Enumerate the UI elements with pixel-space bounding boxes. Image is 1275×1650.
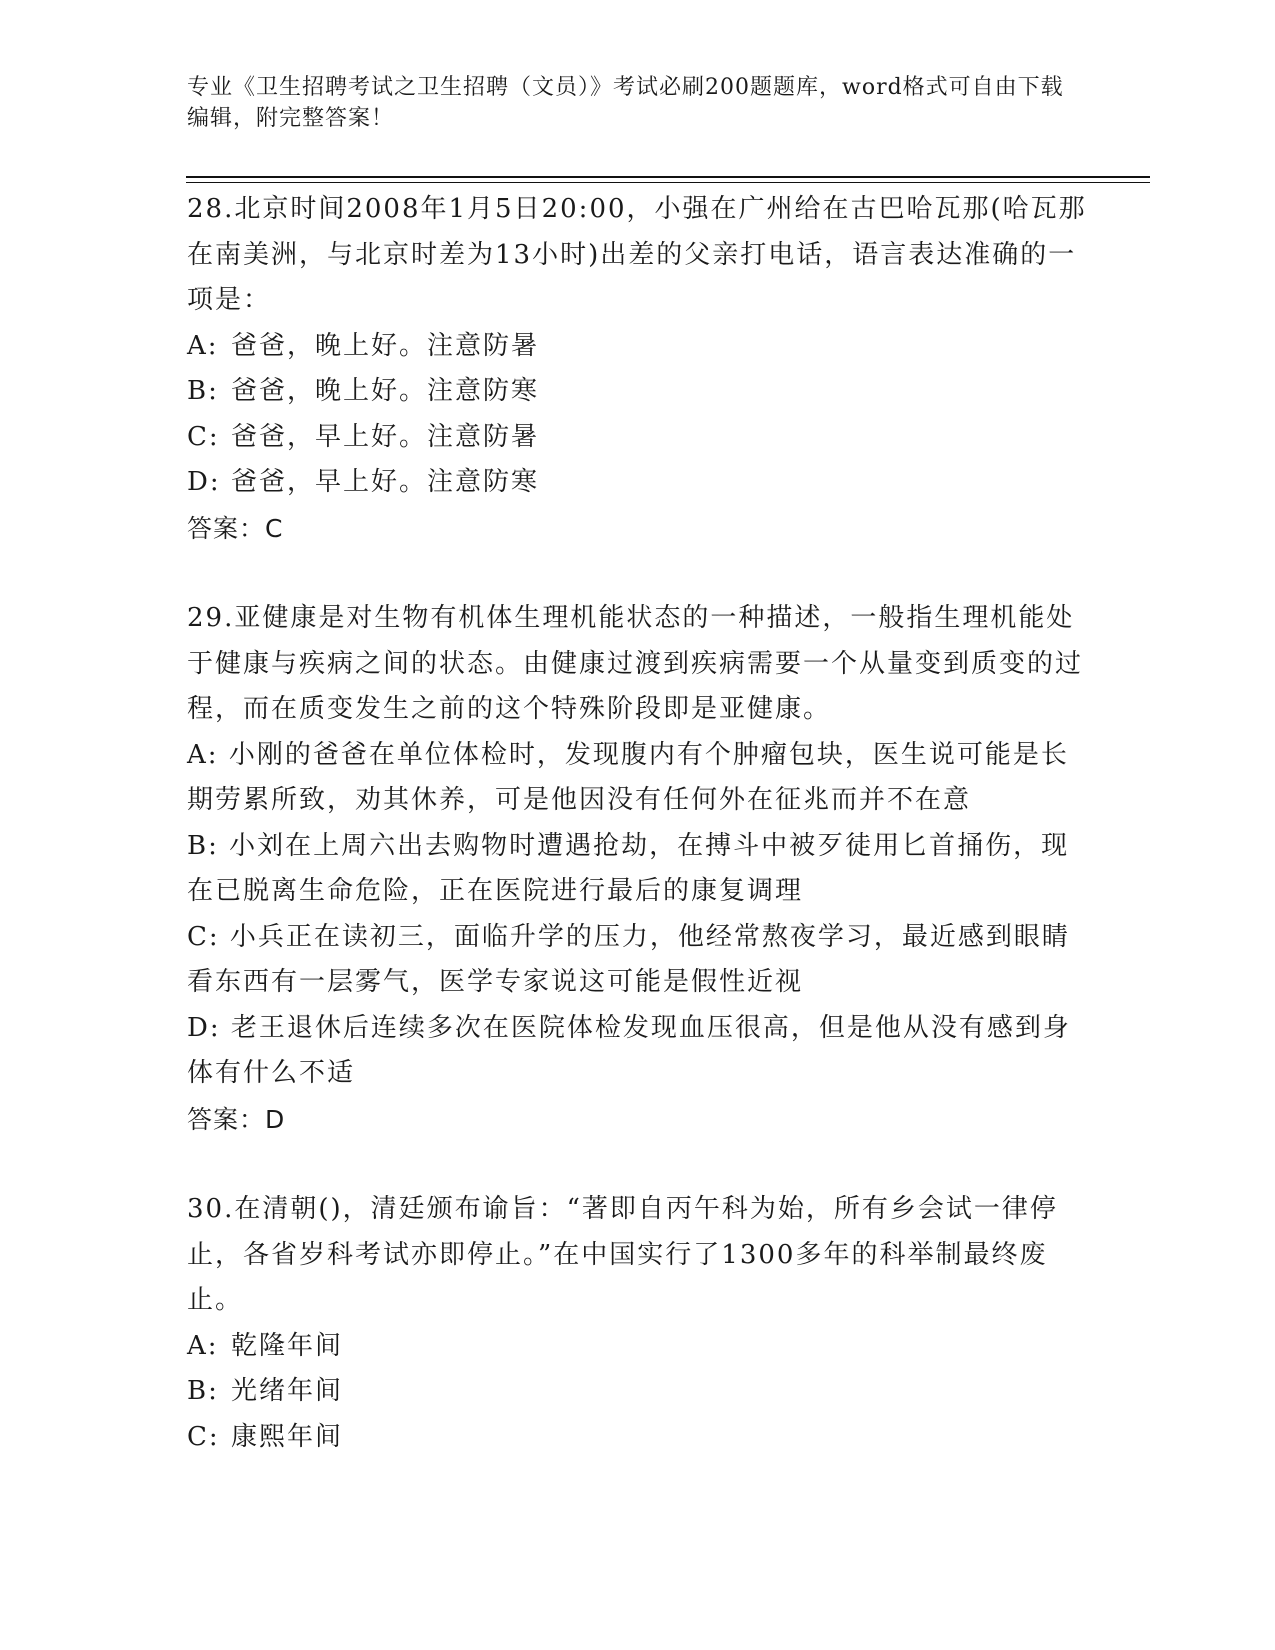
answer-label: 答案：C	[187, 513, 284, 543]
option-letter: D:	[187, 1012, 221, 1043]
option-letter: B:	[187, 830, 219, 861]
question-30	[187, 1187, 1087, 1460]
option-text: 光绪年间	[231, 1376, 344, 1406]
option-letter: C:	[187, 921, 220, 952]
option-text: 小兵正在读初三，面临升学的压力，他经常熬夜学习，最近感到眼睛看东西有一层雾气，医学专家说这可能是假性近视	[187, 921, 1070, 997]
option-text: 老王退休后连续多次在医院体检发现血压很高，但是他从没有感到身体有什么不适	[187, 1012, 1071, 1088]
option-letter: C:	[187, 421, 220, 452]
option-text: 爸爸，晚上好。注意防暑	[231, 330, 540, 361]
option-text: 乾隆年间	[231, 1330, 344, 1361]
option-letter: A:	[187, 330, 219, 361]
option-text: 康熙年间	[231, 1421, 344, 1452]
option-c	[187, 915, 1087, 1006]
option-text: 爸爸，早上好。注意防暑	[231, 421, 540, 452]
option-b	[187, 824, 1087, 915]
option-a	[187, 324, 1087, 370]
document-header: 专业《卫生招聘考试之卫生招聘（文员）》考试必刷200题题库，word格式可自由下载编辑，附完整答案！	[187, 75, 1064, 131]
answer-label: 答案：D	[187, 1104, 286, 1134]
option-text: 小刚的爸爸在单位体检时，发现腹内有个肿瘤包块，医生说可能是长期劳累所致，劝其休养，可是他因没有任何外在征兆而并不在意	[187, 739, 1069, 815]
option-b	[187, 369, 1087, 415]
option-text: 爸爸，晚上好。注意防寒	[231, 376, 540, 406]
option-letter: B:	[187, 1376, 219, 1406]
question-text: 29.亚健康是对生物有机体生理机能状态的一种描述，一般指生理机能处于健康与疾病之间的状态。由健康过渡到疾病需要一个从量变到质变的过程，而在质变发生之前的这个特殊阶段即是亚健康。	[187, 603, 1084, 724]
question-29	[187, 596, 1087, 1142]
header-divider-thick	[186, 176, 1150, 178]
question-28	[187, 187, 1087, 551]
option-text: 爸爸，早上好。注意防寒	[231, 467, 540, 497]
option-letter: A:	[187, 1330, 219, 1361]
option-a	[187, 733, 1087, 824]
option-d	[187, 1006, 1087, 1097]
option-a	[187, 1324, 1087, 1370]
question-list	[187, 187, 1087, 1505]
option-b	[187, 1369, 1087, 1415]
option-d	[187, 460, 1087, 506]
option-letter: C:	[187, 1421, 220, 1452]
option-letter: A:	[187, 739, 219, 770]
option-letter: B:	[187, 376, 219, 406]
option-c	[187, 1415, 1087, 1461]
option-text: 小刘在上周六出去购物时遭遇抢劫，在搏斗中被歹徒用匕首捅伤，现在已脱离生命危险，正在医院进行最后的康复调理	[187, 830, 1070, 906]
question-text: 30.在清朝()，清廷颁布谕旨：“著即自丙午科为始，所有乡会试一律停止，各省岁科考试亦即停止。”在中国实行了1300多年的科举制最终废止。	[187, 1194, 1058, 1315]
header-divider-thin	[186, 182, 1150, 183]
option-letter: D:	[187, 467, 221, 497]
option-c	[187, 415, 1087, 461]
question-text: 28.北京时间2008年1月5日20:00，小强在广州给在古巴哈瓦那(哈瓦那在南美洲，与北京时差为13小时)出差的父亲打电话，语言表达准确的一项是：	[187, 194, 1087, 315]
